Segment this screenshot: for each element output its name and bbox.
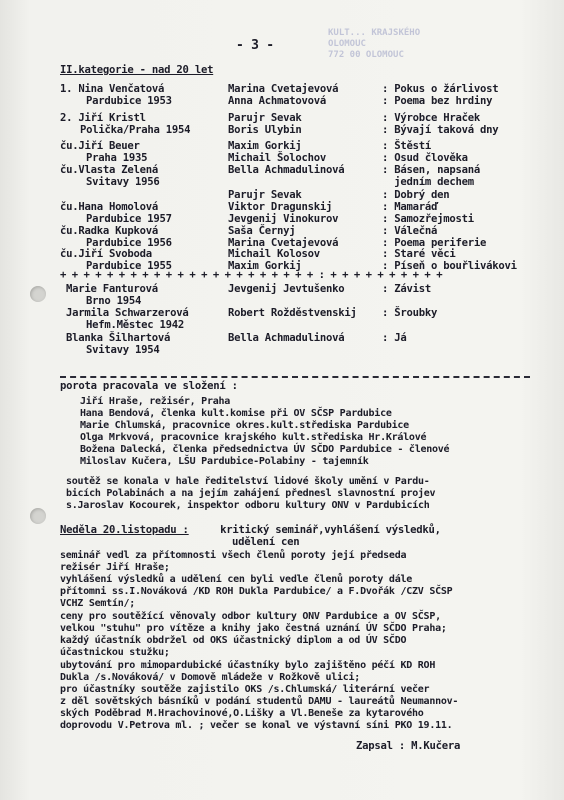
entry-work: : Mamaráď — [382, 201, 438, 213]
entry-name: 1. Nina Venčatová — [60, 83, 165, 95]
entry-name: Blanka Šilhartová — [66, 332, 171, 344]
body-line: přítomni ss.I.Nováková /KD ROH Dukla Pardubice/ a F.Dvořák /CZV SČSP — [60, 586, 453, 597]
entry-author: Parujr Sevak — [228, 112, 302, 124]
entry-work: jedním dechem — [382, 176, 474, 188]
body-line: VCHZ Semtín/; — [60, 598, 136, 609]
venue-text: soutěž se konala v hale ředitelství lidové školy umění v Pardu- — [66, 476, 430, 487]
entry-author: Viktor Dragunskij — [228, 201, 333, 213]
entry-author: Bella Achmadulinová — [228, 164, 345, 176]
sunday-label: Neděla 20.listopadu : — [60, 524, 189, 536]
faded-stamp: KULT... KRAJSKÉHO OLOMOUC 772 00 OLOMOUC — [328, 28, 421, 60]
punch-hole-bottom — [30, 508, 46, 524]
jury-member: Olga Mrkvová, pracovnice krajského kult.střediska Hr.Králové — [80, 432, 427, 443]
body-line: ubytování pro mimopardubické účastníky bylo zajištěno péčí KD ROH — [60, 660, 436, 671]
entry-place: Hefm.Městec 1942 — [86, 319, 185, 331]
body-line: velkou "stuhu" pro vítěze a knihy jako čestná uznání ÚV SČDO Praha; — [60, 623, 447, 634]
entry-author: Boris Ulybin — [228, 124, 302, 136]
body-line: pro účastníky soutěže zajistilo OKS /s.Chlumská/ literární večer — [60, 684, 430, 695]
entry-place: Brno 1954 — [86, 295, 142, 307]
entry-name: Marie Fanturová — [66, 283, 158, 295]
entry-work: : Šroubky — [382, 307, 438, 319]
entry-author: Jevgenij Vinokurov — [228, 213, 339, 225]
entry-name: Jarmila Schwarzerová — [66, 307, 189, 319]
entry-author: Jevgenij Jevtušenko — [228, 283, 345, 295]
entry-name: ču.Vlasta Zelená — [60, 164, 159, 176]
entry-author: Bella Achmadulinová — [228, 332, 345, 344]
entry-place: Svitavy 1956 — [86, 176, 160, 188]
entry-author: Anna Achmatovová — [228, 95, 327, 107]
entry-place: Pardubice 1953 — [86, 95, 172, 107]
jury-member: Marie Chlumská, pracovnice okres.kult.střediska Pardubice — [80, 420, 409, 431]
entry-work: : Poema bez hrdiny — [382, 95, 493, 107]
entry-work: : Samozřejmosti — [382, 213, 474, 225]
entry-work: : Já — [382, 332, 407, 344]
entry-author: Michail Kolosov — [228, 248, 320, 260]
entry-place: Svitavy 1954 — [86, 344, 160, 356]
entry-work: : Dobrý den — [382, 189, 450, 201]
body-line: seminář vedl za přítomnosti všech členů poroty její předseda — [60, 550, 407, 561]
entry-work: : Bývají taková dny — [382, 124, 499, 136]
body-line: režisér Jiří Hraše; — [60, 562, 170, 573]
entry-work: : Válečná — [382, 225, 438, 237]
entry-work: : Staré věci — [382, 248, 456, 260]
body-line: účastnickou stužku; — [60, 647, 170, 658]
entry-work: : Básen, napsaná — [382, 164, 481, 176]
jury-member: Miloslav Kučera, LŠU Pardubice-Polabiny - tajemník — [80, 456, 369, 467]
jury-member: Božena Dalecká, členka předsednictva ÚV SČDO Pardubice - členové — [80, 444, 450, 455]
entry-author: Parujr Sevak — [228, 189, 302, 201]
body-line: ceny pro soutěžící věnovaly odbor kultury ONV Pardubice a OV SČSP, — [60, 611, 441, 622]
entry-place: Pardubice 1955 — [86, 260, 172, 272]
body-line: ských Poděbrad M.Hrachovinové,O.Lišky a Vl.Beneše za kytarového — [60, 708, 424, 719]
entry-work: : Výrobce Hraček — [382, 112, 481, 124]
entry-place: Polička/Praha 1954 — [80, 124, 191, 136]
entry-work: : Závist — [382, 283, 432, 295]
entry-place: Pardubice 1956 — [86, 237, 172, 249]
entry-name: ču.Hana Homolová — [60, 201, 159, 213]
body-line: z děl sovětských básníků v podání studentů DAMU - laureátů Neumannov- — [60, 696, 459, 707]
body-line: vyhlášení výsledků a udělení cen byli vedle členů poroty dále — [60, 574, 413, 585]
category-heading: II.kategorie - nad 20 let — [60, 64, 214, 76]
jury-heading: porota pracovala ve složení : — [60, 380, 238, 392]
entry-work: : Štěstí — [382, 140, 432, 152]
punch-hole-top — [30, 286, 46, 302]
entry-work: : Osud člověka — [382, 152, 468, 164]
entry-author: Michail Šolochov — [228, 152, 327, 164]
plus-separator: + + + + + + + + + + + + + + + + + + + + + + : + + + + + + + + + + — [60, 269, 443, 281]
entry-author: Maxim Gorkij — [228, 260, 302, 272]
entry-author: Robert Rožděstvenskij — [228, 307, 357, 319]
entry-author: Marina Cvetajevová — [228, 83, 339, 95]
entry-place: Praha 1935 — [86, 152, 148, 164]
entry-name: ču.Radka Kupková — [60, 225, 159, 237]
entry-work: : Poema periferie — [382, 237, 487, 249]
sunday-program: udělení cen — [232, 536, 300, 548]
entry-name: ču.Jiří Beuer — [60, 140, 140, 152]
body-line: Dukla /s.Nováková/ v Domově mládeže v Rožkově ulici; — [60, 672, 361, 683]
page-number: - 3 - — [236, 38, 274, 53]
sunday-program: kritický seminář,vyhlášení výsledků, — [214, 524, 441, 536]
jury-member: Jiří Hraše, režisér, Praha — [80, 396, 231, 407]
venue-text: s.Jaroslav Kocourek, inspektor odboru kultury ONV v Pardubicích — [66, 500, 430, 511]
dashed-divider — [60, 376, 530, 378]
body-line: každý účastník obdržel od OKS účastnický diplom a od ÚV SČDO — [60, 635, 407, 646]
jury-member: Hana Bendová, členka kult.komise při OV SČSP Pardubice — [80, 408, 392, 419]
body-line: doprovodu V.Petrova ml. ; večer se konal ve výstavní síni PKO 19.11. — [60, 720, 453, 731]
entry-author: Saša Černyj — [228, 225, 296, 237]
entry-work: : Pokus o žárlivost — [382, 83, 499, 95]
entry-name: 2. Jiří Kristl — [60, 112, 146, 124]
entry-work: : Píseň o bouřlivákovi — [382, 260, 517, 272]
venue-text: bicích Polabinách a na jejím zahájení přednesl slavnostní projev — [66, 488, 436, 499]
entry-author: Marina Cvetajevová — [228, 237, 339, 249]
signature: Zapsal : M.Kučera — [356, 740, 461, 752]
entry-author: Maxim Gorkij — [228, 140, 302, 152]
entry-name: ču.Jiří Svoboda — [60, 248, 152, 260]
entry-place: Pardubice 1957 — [86, 213, 172, 225]
